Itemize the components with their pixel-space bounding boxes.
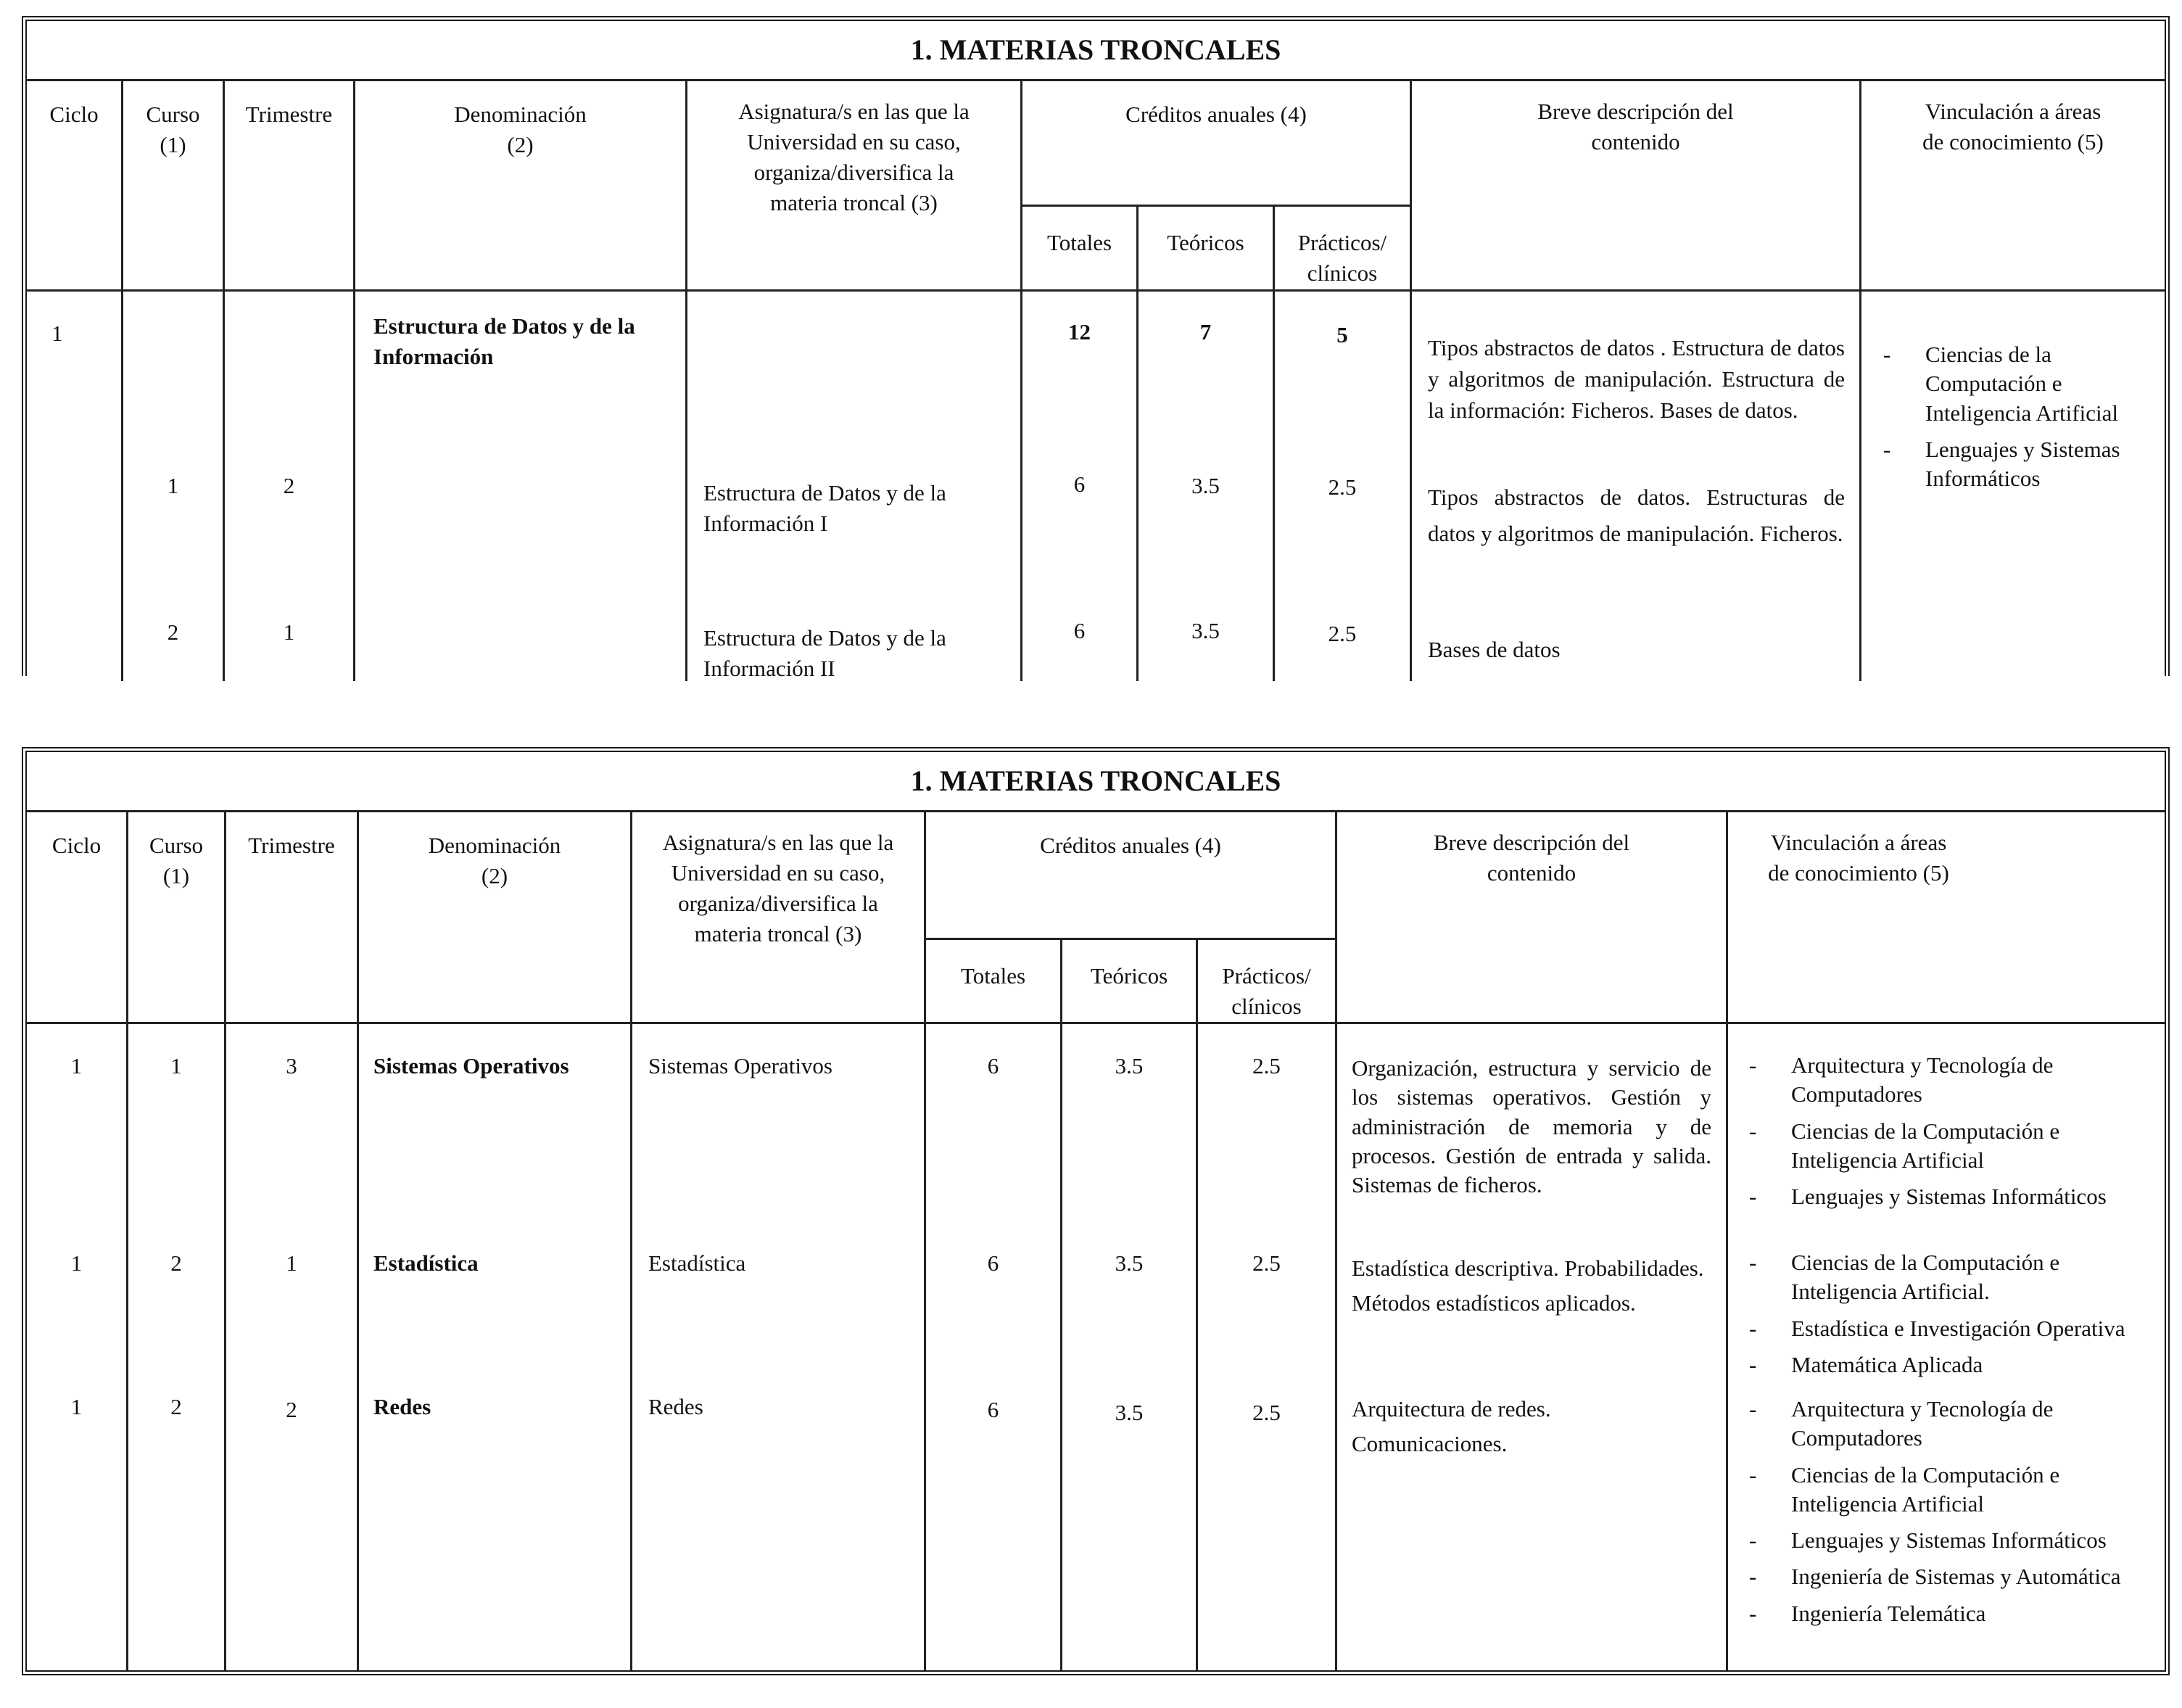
area-item: - Ciencias de la Computación e Inteligencia Artificial	[1740, 1117, 2165, 1176]
grid-line	[1136, 205, 1138, 681]
cell-asignatura: Estadística	[648, 1250, 746, 1276]
cell-curso: 1	[170, 1053, 182, 1078]
area-item: - Arquitectura y Tecnología de Computadores	[1740, 1395, 2165, 1453]
cell-trimestre: 1	[286, 1250, 297, 1276]
cell-practicos: 2.5	[1252, 1053, 1281, 1078]
grid-line	[121, 79, 123, 681]
cell-asignatura: Sistemas Operativos	[648, 1053, 832, 1078]
header-denominacion: Denominación (2)	[454, 102, 587, 157]
area-item: - Ciencias de la Computación e Inteligencia Artificial.	[1740, 1248, 2165, 1307]
cell-totales: 6	[1073, 471, 1086, 497]
grid-line	[1726, 810, 1728, 1670]
cell-ciclo: 1	[70, 1250, 83, 1276]
area-item: - Lenguajes y Sistemas Informáticos	[1740, 1182, 2165, 1211]
grid-line	[357, 810, 359, 1670]
cell-trimestre: 1	[283, 619, 295, 645]
header-asignatura: Asignatura/s en las que la Universidad en su caso, organiza/diversifica la materia troncal (3)	[662, 830, 894, 946]
header-teoricos: Teóricos	[1167, 230, 1244, 255]
cell-descripcion: Tipos abstractos de datos. Estructuras de datos y algoritmos de manipulación. Ficheros.	[1428, 484, 1845, 546]
cell-totales: 12	[1068, 319, 1091, 345]
cell-teoricos: 3.5	[1115, 1250, 1144, 1276]
grid-line	[353, 79, 355, 681]
cell-totales: 6	[987, 1397, 999, 1422]
area-item: - Estadística e Investigación Operativa	[1740, 1314, 2165, 1343]
cell-trimestre: 2	[286, 1397, 297, 1422]
table-title: 1. MATERIAS TRONCALES	[27, 21, 2165, 81]
area-item: - Ciencias de la Computación e Inteligencia Artificial	[1740, 1461, 2165, 1519]
cell-teoricos: 3.5	[1115, 1053, 1144, 1078]
cell-descripcion: Organización, estructura y servicio de los sistemas operativos. Gestión y administración de memoria y de procesos. Gestión de entrada y salida. Sistemas de ficheros.	[1352, 1055, 1711, 1198]
area-item: - Ingeniería de Sistemas y Automática	[1740, 1562, 2165, 1591]
area-item: - Lenguajes y Sistemas Informáticos	[1875, 435, 2161, 494]
grid-line	[1410, 79, 1412, 681]
cell-areas	[1875, 340, 2161, 500]
cell-descripcion: Estadística descriptiva. Probabilidades. Métodos estadísticos aplicados.	[1352, 1255, 1704, 1316]
table-title: 1. MATERIAS TRONCALES	[27, 752, 2165, 812]
header-totales: Totales	[1046, 230, 1112, 255]
cell-denominacion: Estadística	[373, 1250, 479, 1276]
header-practicos: Prácticos/ clínicos	[1297, 230, 1387, 286]
header-curso: Curso (1)	[149, 833, 204, 888]
troncales-table-1	[22, 16, 2170, 681]
cell-practicos: 2.5	[1328, 474, 1357, 500]
grid-line	[924, 938, 1335, 940]
grid-line	[224, 810, 226, 1670]
cell-ciclo: 1	[70, 1394, 83, 1419]
cell-asignatura: Estructura de Datos y de la Información II	[703, 625, 946, 681]
header-creditos: Créditos anuales (4)	[1125, 102, 1307, 127]
cell-teoricos: 7	[1199, 319, 1212, 345]
cell-totales: 6	[987, 1053, 999, 1078]
header-descripcion: Breve descripción del contenido	[1537, 99, 1734, 154]
cell-areas	[1740, 1395, 2165, 1635]
cell-totales: 6	[1073, 618, 1086, 643]
header-creditos: Créditos anuales (4)	[1040, 833, 1221, 858]
header-denominacion: Denominación (2)	[428, 833, 561, 888]
cell-trimestre: 2	[283, 473, 295, 498]
area-item: - Matemática Aplicada	[1740, 1350, 2165, 1379]
area-item: - Arquitectura y Tecnología de Computadores	[1740, 1051, 2165, 1110]
grid-line	[1020, 79, 1022, 681]
cell-curso: 1	[167, 473, 179, 498]
header-curso: Curso (1)	[146, 102, 200, 157]
cell-denominacion: Sistemas Operativos	[373, 1053, 569, 1078]
header-vinculacion: Vinculación a áreas de conocimiento (5)	[1922, 99, 2104, 154]
grid-line	[1020, 205, 1410, 207]
cell-teoricos: 3.5	[1191, 473, 1220, 498]
cell-denominacion: Redes	[373, 1394, 431, 1419]
cell-asignatura: Estructura de Datos y de la Información I	[703, 480, 946, 536]
header-teoricos: Teóricos	[1090, 963, 1168, 989]
cell-areas	[1740, 1248, 2165, 1387]
header-descripcion: Breve descripción del contenido	[1433, 830, 1630, 886]
cell-practicos: 2.5	[1328, 621, 1357, 646]
cell-descripcion: Arquitectura de redes. Comunicaciones.	[1352, 1396, 1551, 1457]
grid-line	[223, 79, 225, 681]
cell-asignatura: Redes	[648, 1394, 703, 1419]
header-ciclo: Ciclo	[49, 102, 99, 127]
grid-line	[27, 289, 2165, 292]
header-trimestre: Trimestre	[245, 102, 333, 127]
cell-descripcion: Bases de datos	[1428, 637, 1561, 662]
cell-trimestre: 3	[286, 1053, 297, 1078]
troncales-table-2	[22, 747, 2170, 1675]
cell-practicos: 2.5	[1252, 1250, 1281, 1276]
cell-teoricos: 3.5	[1191, 618, 1220, 643]
grid-line	[1859, 79, 1861, 681]
header-totales: Totales	[960, 963, 1026, 989]
area-item: - Ciencias de la Computación e Inteligencia Artificial	[1875, 340, 2161, 428]
cell-ciclo: 1	[51, 321, 63, 346]
cell-descripcion: Tipos abstractos de datos . Estructura de datos y algoritmos de manipulación. Estructura de la información: Ficheros. Bases de datos.	[1428, 335, 1845, 423]
area-item: - Lenguajes y Sistemas Informáticos	[1740, 1526, 2165, 1555]
grid-line	[1060, 938, 1062, 1670]
cell-practicos: 5	[1336, 322, 1348, 347]
header-practicos: Prácticos/ clínicos	[1222, 963, 1311, 1019]
cell-ciclo: 1	[70, 1053, 83, 1078]
cell-teoricos: 3.5	[1115, 1400, 1144, 1425]
header-asignatura: Asignatura/s en las que la Universidad en su caso, organiza/diversifica la materia troncal (3)	[738, 99, 970, 215]
grid-line	[27, 1022, 2165, 1024]
cell-curso: 2	[167, 619, 179, 645]
cell-totales: 6	[987, 1250, 999, 1276]
cell-denominacion: Estructura de Datos y de la Información	[373, 313, 635, 369]
cell-curso: 2	[170, 1250, 182, 1276]
area-item: - Ingeniería Telemática	[1740, 1599, 2165, 1628]
header-ciclo: Ciclo	[51, 833, 102, 858]
header-vinculacion: Vinculación a áreas de conocimiento (5)	[1768, 830, 1949, 886]
cell-areas	[1740, 1051, 2165, 1218]
cell-curso: 2	[170, 1394, 182, 1419]
grid-line	[1196, 938, 1198, 1670]
grid-line	[1335, 810, 1337, 1670]
cell-practicos: 2.5	[1252, 1400, 1281, 1425]
header-trimestre: Trimestre	[248, 833, 335, 858]
grid-line	[126, 810, 128, 1670]
